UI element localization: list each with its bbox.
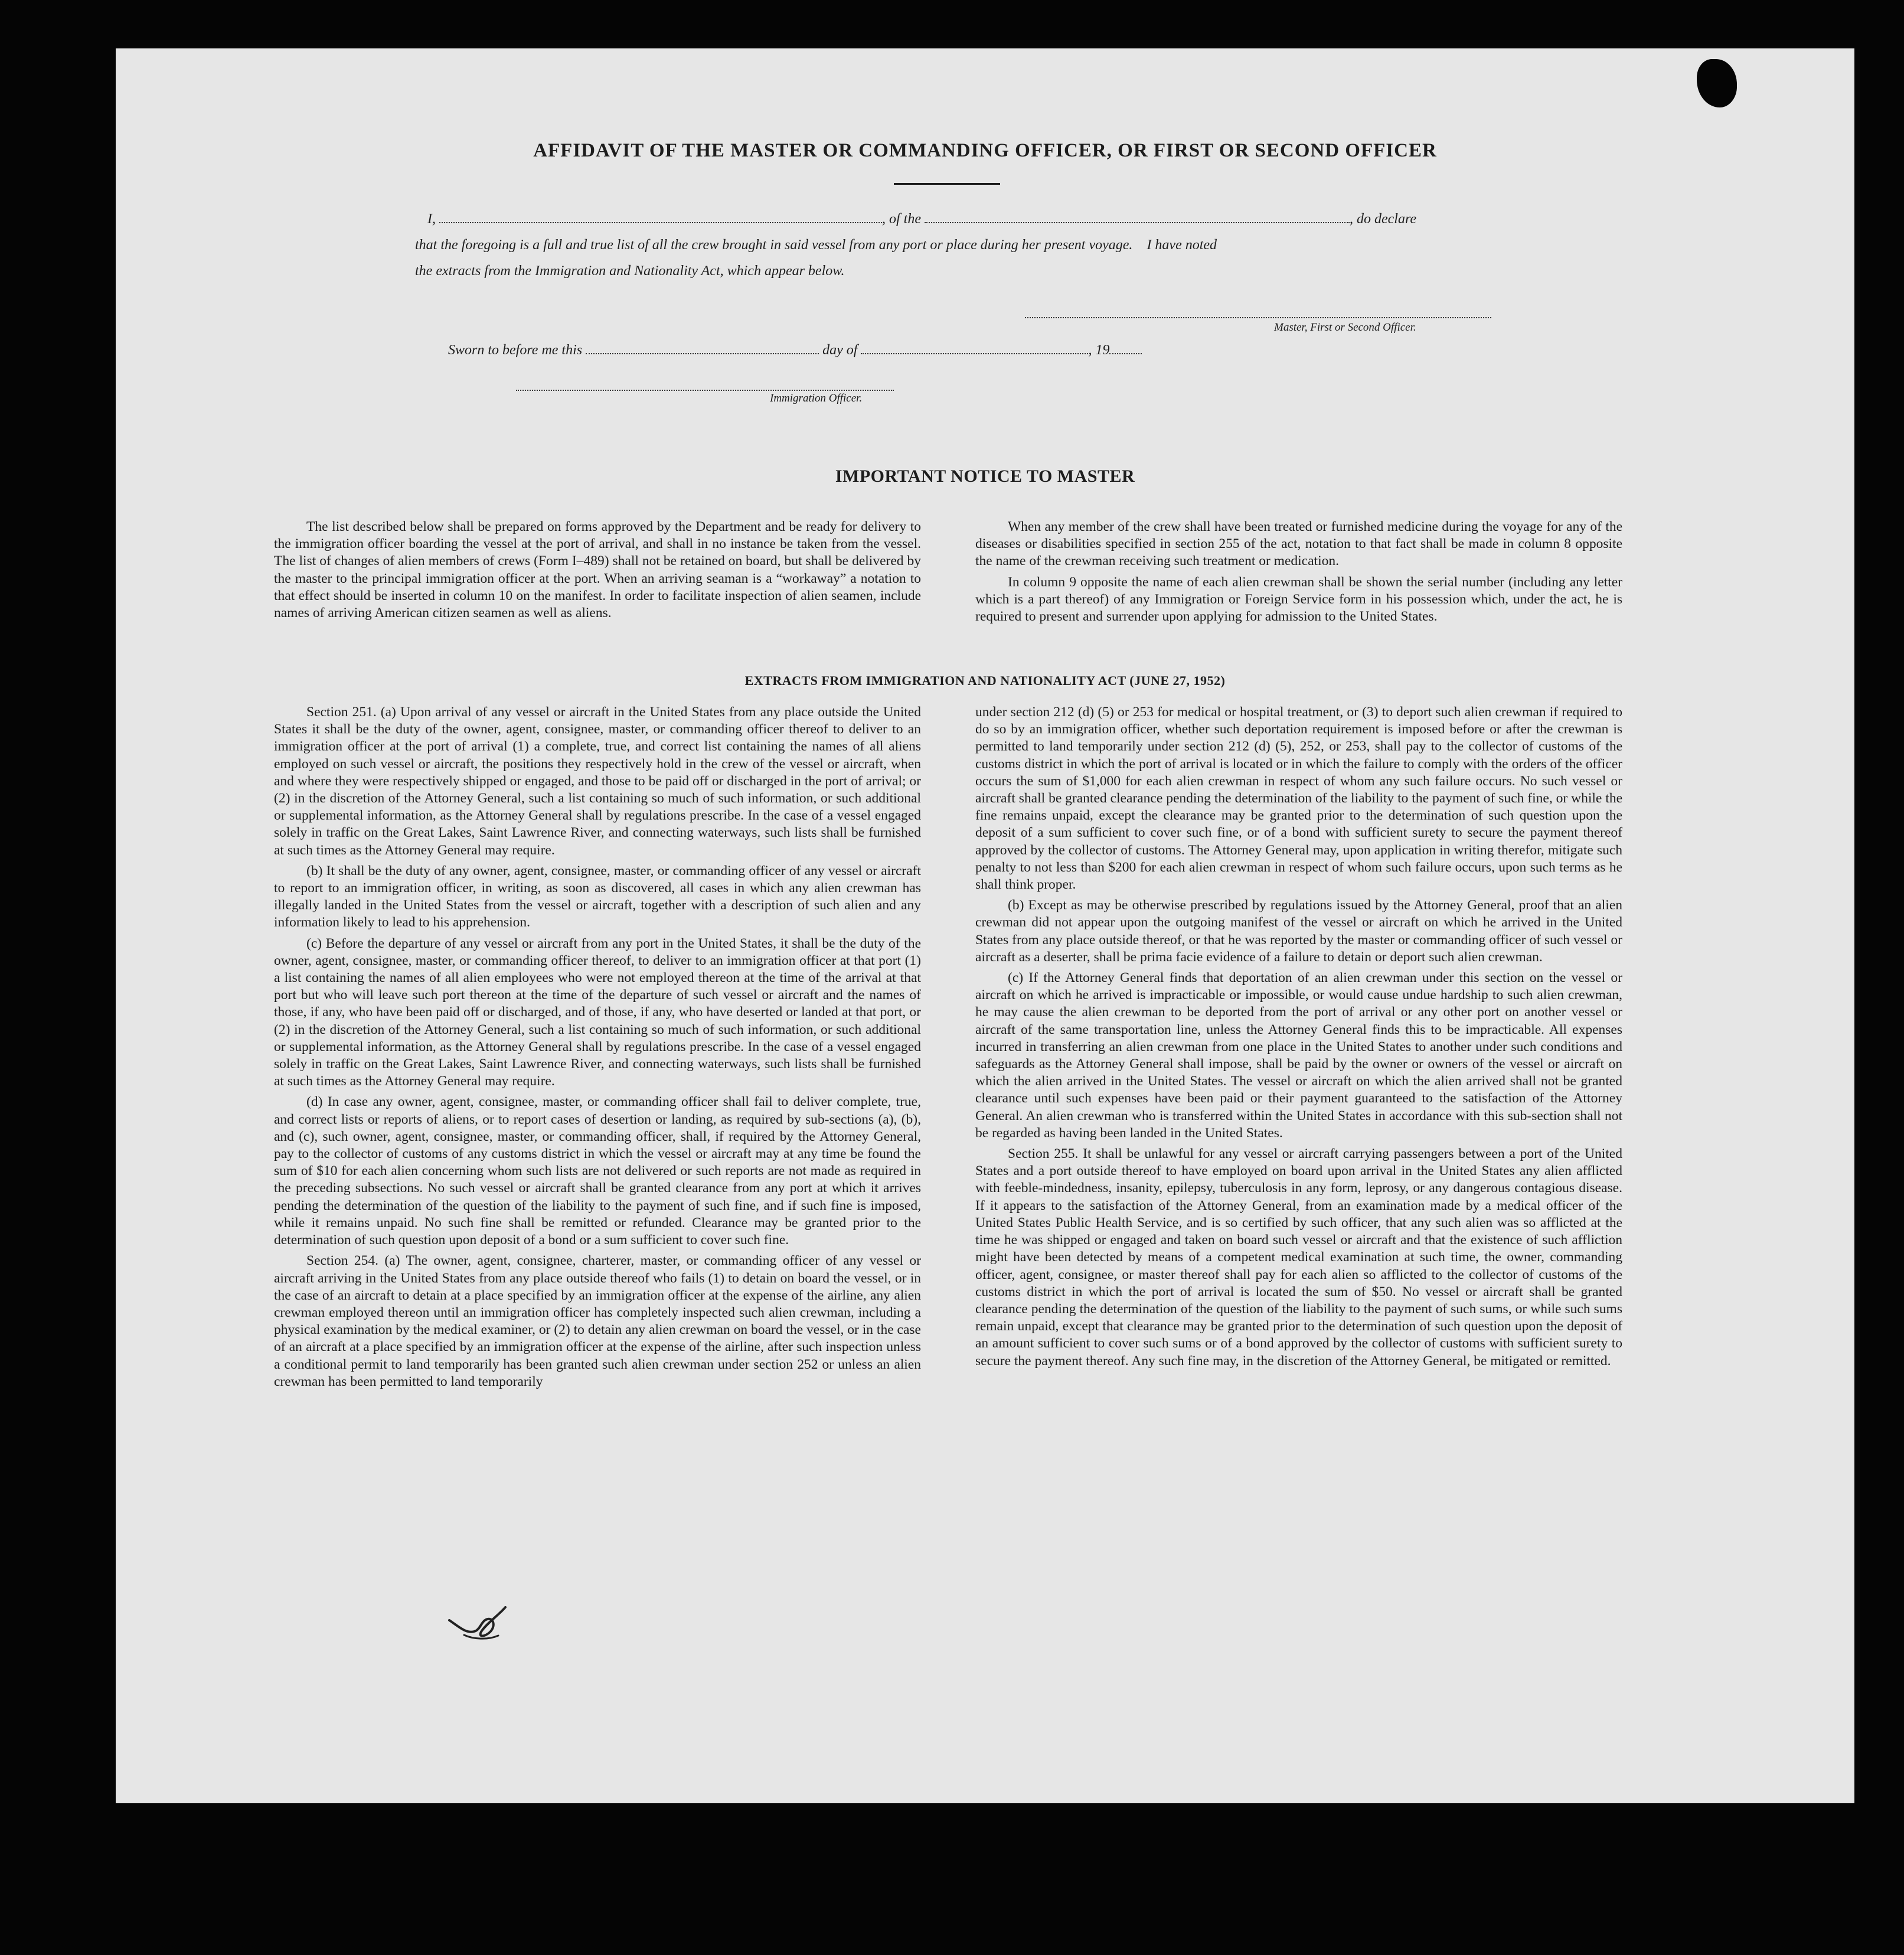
master-caption: Master, First or Second Officer. (1274, 321, 1416, 334)
extracts-left-column (274, 704, 921, 1394)
name-field[interactable] (439, 209, 882, 223)
noted-text: I have noted (1147, 237, 1217, 253)
section-paragraph: Section 255. It shall be unlawful for any vessel or aircraft carrying passengers between a port of the United States and a port outside thereof to have employed on board upon arrival in the United States any alien afflicted with feeble-mindedness, insanity, epilepsy, tuberculosis in any form, leprosy, or any dangerous contagious disease. If it appears to the satisfaction of the Attorney General, from an examination made by a medical officer of the United States Public Health Service, and is so certified by such officer, that any such alien was so afflicted at the time he was shipped or engaged and taken on board such vessel or aircraft and that the existence of such affliction might have been detected by means of a competent medical examination at such time, the owner, commanding officer, agent, consignee, or master thereof shall pay for each alien so afflicted to the collector of customs of the customs district in which the port of arrival is located the sum of $50. No vessel or aircraft shall be granted clearance pending the determination of the question of the liability to the payment of such sums, or while such sums remain unpaid, except that clearance may be granted prior to the determination of such question upon the deposit of an amount sufficient to cover such sums or of a bond approved by the collector of customs with sufficient surety to secure the payment thereof. Any such fine may, in the discretion of the Attorney General, be mitigated or remitted. (975, 1146, 1622, 1369)
extracts-title: EXTRACTS FROM IMMIGRATION AND NATIONALITY ACT (JUNE 27, 1952) (744, 673, 1226, 688)
label-i: I, (427, 211, 436, 227)
declaration-line (427, 207, 1608, 231)
year-label: , 19 (1088, 342, 1110, 358)
declaration-line-3: the extracts from the Immigration and Nationality Act, which appear below. (415, 263, 845, 279)
master-signature-line[interactable] (1025, 317, 1491, 318)
label-do-declare: , do declare (1350, 211, 1417, 227)
label-of-the: , of the (882, 211, 921, 227)
sworn-day-field[interactable] (586, 340, 819, 354)
handwritten-mark-icon (446, 1602, 511, 1644)
vessel-field[interactable] (925, 209, 1350, 223)
affidavit-title: AFFIDAVIT OF THE MASTER OR COMMANDING OFFICER, OR FIRST OR SECOND OFFICER (533, 140, 1437, 161)
section-paragraph: under section 212 (d) (5) or 253 for medical or hospital treatment, or (3) to deport such alien crewman if required to do so by an immigration officer, whether such deportation requirement is imposed before or after the crewman is permitted to land temporarily under section 212 (d) (5), 252, or 253, shall pay to the collector of customs of the customs district in which the port of arrival is located or in which the failure to comply with the orders of the officer occurs the sum of $1,000 for each alien crewman in respect of whom any such failure occurs. No such vessel or aircraft shall be granted clearance pending the determination of the liability to the payment of such fine, or while the fine remains unpaid, except the clearance may be granted prior to the determination of such question upon the deposit of a sum sufficient to cover such fine, or of a bond with sufficient surety to secure the payment thereof approved by the collector of customs. The Attorney General may, upon application in writing therefor, mitigate such penalty to not less than $200 for each alien crewman in respect of whom such failure occurs, upon such terms as he shall think proper. (975, 704, 1622, 893)
notice-paragraph: The list described below shall be prepared on forms approved by the Department and be ready for delivery to the immigration officer boarding the vessel at the port of arrival, and shall in no instance be taken from the vessel. The list of changes of alien members of crews (Form I–489) shall not be retained on board, but shall be delivered by the master to the principal immigration officer at the port. When an arriving seaman is a “workaway” a notation to that effect should be inserted in column 10 on the manifest. In order to facilitate inspection of alien seamen, include names of arriving American citizen seamen as well as aliens. (274, 519, 921, 621)
notice-paragraph: When any member of the crew shall have been treated or furnished medicine during the voyage for any of the diseases or disabilities specified in section 255 of the act, notation to that fact shall be made in column 8 opposite the name of the crewman receiving such treatment or medication. (975, 519, 1622, 569)
title-rule (894, 183, 1000, 185)
sworn-year-field[interactable] (1109, 340, 1142, 354)
section-paragraph: Section 251. (a) Upon arrival of any vessel or aircraft in the United States from any place outside the United States it shall be the duty of the owner, agent, consignee, master, or commanding officer thereof to deliver to an immigration officer at the port of arrival (1) a complete, true, and correct list containing the names of all aliens employed on such vessel or aircraft, the positions they respectively hold in the crew of the vessel or aircraft, when and where they were respectively shipped or engaged, and those to be paid off or discharged in the port of arrival; or (2) in the discretion of the Attorney General, such a list containing so much of such information, or such additional or supplemental information, as the Attorney General shall by regulations prescribe. In the case of a vessel engaged solely in traffic on the Great Lakes, Saint Lawrence River, and connecting waterways, such lists shall be furnished at such times as the Attorney General may require. (274, 704, 921, 858)
declaration-text: that the foregoing is a full and true list of all the crew brought in said vessel from any port or place during her present voyage. (415, 237, 1133, 253)
immigration-signature-line[interactable] (516, 390, 894, 391)
section-paragraph: Section 254. (a) The owner, agent, consignee, charterer, master, or commanding officer of any vessel or aircraft arriving in the United States from any place outside thereof who fails (1) to detain on board the vessel, or in the case of an aircraft to detain at a place specified by an immigration officer at the expense of the airline, any alien crewman employed thereon until an immigration officer has completely inspected such alien crewman, including a physical examination by the medical examiner, or (2) to detain any alien crewman on board the vessel, or in the case of an aircraft at a place specified by an immigration officer at the expense of the airline, after such inspection unless a conditional permit to land temporarily has been granted such alien crewman under section 252 or unless an alien crewman has been permitted to land temporarily (274, 1253, 921, 1389)
corner-blot (1697, 59, 1737, 107)
day-of-label: day of (822, 342, 858, 358)
section-paragraph: (d) In case any owner, agent, consignee, master, or commanding officer shall fail to deliver complete, true, and correct lists or reports of aliens, or to report cases of desertion or landing, as required by sub-sections (a), (b), and (c), such owner, agent, consignee, master, or commanding officer, shall, if required by the Attorney General, pay to the collector of customs of any customs district in which the vessel or aircraft may at any time be found the sum of $10 for each alien concerning whom such lists are not delivered or such reports are not made as required in the preceding subsections. No such vessel or aircraft shall be granted clearance from any port at which it arrives pending the determination of the question of the liability to the payment of such fine, and if such fine is imposed, while it remains unpaid. No such fine shall be remitted or refunded. Clearance may be granted prior to the determination of such question upon deposit of a bond or a sum sufficient to cover such fine. (274, 1094, 921, 1248)
notice-paragraph: In column 9 opposite the name of each alien crewman shall be shown the serial number (including any letter which is a part thereof) of any Immigration or Foreign Service form in his possession which, under the act, he is required to present and surrender upon applying for admission to the United States. (975, 574, 1622, 625)
sworn-line (448, 338, 1393, 363)
immigration-caption: Immigration Officer. (770, 392, 863, 404)
section-paragraph: (c) If the Attorney General finds that deportation of an alien crewman under this section on the vessel or aircraft on which he arrived is impracticable or impossible, or would cause undue hardship to such alien crewman, he may cause the alien crewman to be deported from the port of arrival or any other port on another vessel or aircraft of the same transportation line, unless the Attorney General finds this to be impracticable. All expenses incurred in transferring an alien crewman from one place in the United States to another under such conditions and safeguards as the Attorney General shall impose, shall be paid by the owner or owners of the vessel or aircraft on which the alien arrived in the United States. The vessel or aircraft on which the alien arrived shall not be granted clearance until such expenses have been paid or their payment guaranteed to the satisfaction of the Attorney General. An alien crewman who is transferred within the United States in accordance with this sub-section shall not be regarded as having been landed in the United States. (975, 970, 1622, 1141)
document-page (116, 48, 1854, 1803)
notice-right-column (975, 518, 1622, 629)
section-paragraph: (b) Except as may be otherwise prescribed by regulations issued by the Attorney General, proof that an alien crewman did not appear upon the outgoing manifest of the vessel or aircraft on which he arrived in the United States from any place outside thereof, or that he was reported by the master or commanding officer of such vessel or aircraft as a deserter, shall be prima facie evidence of a failure to detain or deport such alien crewman. (975, 897, 1622, 965)
notice-title: IMPORTANT NOTICE TO MASTER (835, 466, 1135, 486)
extracts-right-column (975, 704, 1622, 1373)
section-paragraph: (c) Before the departure of any vessel or aircraft from any port in the United States, it shall be the duty of the owner, agent, consignee, master, or commanding officer thereof, to deliver to an immigration officer at that port (1) a list containing the names of all alien employees who were not employed thereon at the time of the arrival at that port but who will leave such port thereon at the time of the departure of such vessel or aircraft and the names of those, if any, who have been paid off or discharged, and of those, if any, who have deserted or landed at that port, or (2) in the discretion of the Attorney General, such a list containing so much of such information, or such additional or supplemental information, as the Attorney General shall by regulations prescribe. In the case of a vessel engaged solely in traffic on the Great Lakes, Saint Lawrence River, and connecting waterways, such lists shall be furnished at such times as the Attorney General may require. (274, 935, 921, 1089)
notice-left-column (274, 518, 921, 625)
declaration-line-2 (415, 233, 1608, 257)
sworn-month-field[interactable] (861, 340, 1088, 354)
sworn-label: Sworn to before me this (448, 342, 583, 358)
section-paragraph: (b) It shall be the duty of any owner, agent, consignee, master, or commanding officer of any vessel or aircraft to report to an immigration officer, in writing, as soon as discovered, all cases in which any alien crewman has illegally landed in the United States from the vessel or aircraft, together with a description of such alien and any information likely to lead to his apprehension. (274, 863, 921, 931)
